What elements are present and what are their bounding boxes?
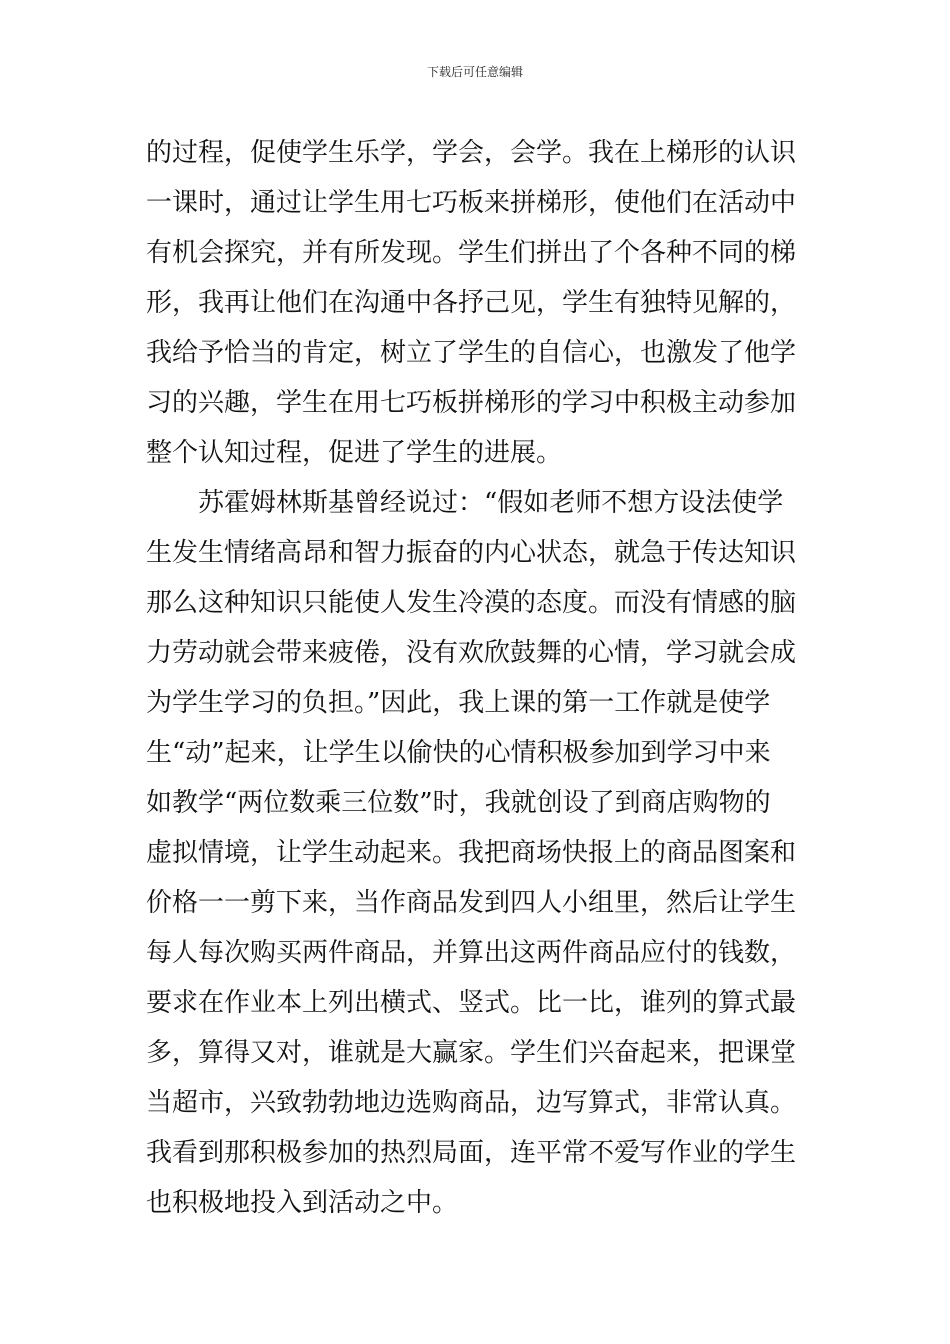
text-line: 的过程，促使学生乐学，学会，会学。我在上梯形的认识 — [146, 138, 797, 168]
text-line: 当超市，兴致勃勃地边选购商品，边写算式，非常认真。 — [146, 1088, 797, 1118]
text-line: 力劳动就会带来疲倦，没有欢欣鼓舞的心情，学习就会成 — [146, 638, 797, 668]
text-line: 价格一一剪下来，当作商品发到四人小组里，然后让学生 — [146, 888, 797, 918]
page-header: 下载后可任意编辑 — [426, 65, 523, 79]
text-line: 习的兴趣，学生在用七巧板拼梯形的学习中积极主动参加 — [146, 388, 797, 418]
text-line: 整个认知过程，促进了学生的进展。 — [146, 438, 563, 468]
text-line: 我看到那积极参加的热烈局面，连平常不爱写作业的学生 — [146, 1138, 797, 1168]
text-line: 一课时，通过让学生用七巧板来拼梯形，使他们在活动中 — [146, 188, 797, 218]
text-line: 那么这种知识只能使人发生冷漠的态度。而没有情感的脑 — [146, 588, 797, 618]
text-line: 如教学“两位数乘三位数”时，我就创设了到商店购物的 — [146, 788, 771, 818]
text-line: 为学生学习的负担。”因此，我上课的第一工作就是使学 — [146, 688, 771, 718]
text-line: 我给予恰当的肯定，树立了学生的自信心，也激发了他学 — [146, 338, 797, 368]
text-line: 形，我再让他们在沟通中各抒己见，学生有独特见解的， — [146, 288, 797, 318]
paragraph-1 — [146, 128, 818, 478]
text-line: 每人每次购买两件商品，并算出这两件商品应付的钱数， — [146, 938, 797, 968]
text-line: 有机会探究，并有所发现。学生们拼出了个各种不同的梯 — [146, 238, 797, 268]
text-line: 也积极地投入到活动之中。 — [146, 1188, 459, 1218]
document-body — [146, 128, 818, 1228]
text-line: 生发生情绪高昂和智力振奋的内心状态，就急于传达知识 — [146, 538, 797, 568]
text-line: 生“动”起来，让学生以偷快的心情积极参加到学习中来 — [146, 738, 771, 768]
text-line: 苏霍姆林斯基曾经说过：“假如老师不想方设法使学 — [198, 488, 784, 518]
text-line: 要求在作业本上列出横式、竖式。比一比，谁列的算式最 — [146, 988, 797, 1018]
text-line: 多，算得又对，谁就是大赢家。学生们兴奋起来，把课堂 — [146, 1038, 797, 1068]
paragraph-2 — [146, 478, 818, 1228]
text-line: 虚拟情境，让学生动起来。我把商场快报上的商品图案和 — [146, 838, 797, 868]
